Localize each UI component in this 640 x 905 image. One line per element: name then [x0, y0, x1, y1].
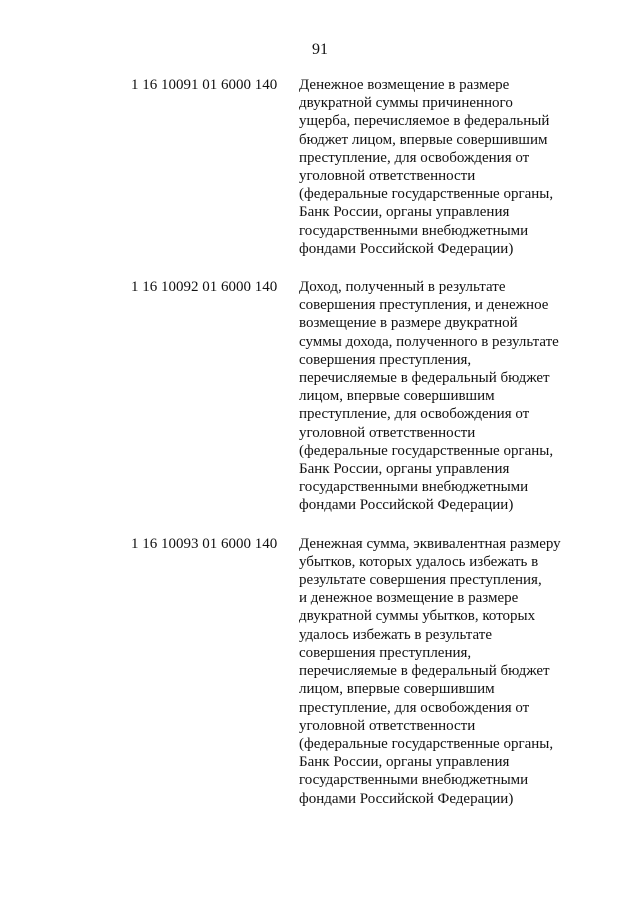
description-line: фондами Российской Федерации)	[299, 240, 514, 257]
description-line: лицом, впервые совершившим	[299, 388, 495, 405]
description-line: фондами Российской Федерации)	[299, 497, 514, 514]
description-line: и денежное возмещение в размере	[299, 590, 519, 607]
description-line: государственными внебюджетными	[299, 772, 529, 789]
description-line: двукратной суммы убытков, которых	[299, 608, 536, 625]
entry-10092	[131, 278, 601, 515]
description-line: удалось избежать в результате	[299, 626, 493, 643]
description-line: Денежное возмещение в размере	[299, 77, 510, 93]
description-line: (федеральные государственные органы,	[299, 442, 554, 459]
description-line: государственными внебюджетными	[299, 479, 529, 496]
description-line: уголовной ответственности	[299, 717, 476, 734]
description-line: совершения преступления, и денежное	[299, 297, 549, 314]
description-line: преступление, для освобождения от	[299, 699, 530, 716]
description-line: суммы дохода, полученного в результате	[299, 333, 559, 350]
description-line: результате совершения преступления,	[299, 572, 542, 589]
description-line: преступление, для освобождения от	[299, 149, 530, 166]
description-line: уголовной ответственности	[299, 424, 476, 441]
description-line: (федеральные государственные органы,	[299, 186, 554, 203]
description-line: Банк России, органы управления	[299, 754, 510, 771]
entry-description	[299, 535, 601, 808]
description-line: фондами Российской Федерации)	[299, 790, 514, 807]
classification-entries	[131, 76, 601, 808]
description-line: Банк России, органы управления	[299, 461, 510, 478]
description-line: возмещение в размере двукратной	[299, 315, 518, 332]
description-line: совершения преступления,	[299, 351, 472, 368]
entry-code: 1 16 10093 01 6000 140	[131, 535, 278, 552]
description-line: бюджет лицом, впервые совершившим	[299, 131, 548, 148]
description-line: перечисляемые в федеральный бюджет	[299, 370, 550, 387]
description-line: Денежная сумма, эквивалентная размеру	[299, 535, 561, 552]
description-line: уголовной ответственности	[299, 168, 476, 185]
page-number: 91	[312, 41, 328, 58]
description-line: Доход, полученный в результате	[299, 279, 506, 296]
description-line: (федеральные государственные органы,	[299, 735, 554, 752]
description-line: двукратной суммы причиненного	[299, 95, 513, 112]
entry-code: 1 16 10092 01 6000 140	[131, 279, 278, 296]
description-line: совершения преступления,	[299, 644, 472, 661]
description-line: Банк России, органы управления	[299, 204, 510, 221]
entry-10091	[131, 76, 601, 258]
entry-description	[299, 278, 601, 515]
entry-description	[299, 76, 601, 258]
description-line: лицом, впервые совершившим	[299, 681, 495, 698]
entry-code: 1 16 10091 01 6000 140	[131, 77, 278, 93]
description-line: убытков, которых удалось избежать в	[299, 553, 539, 570]
description-line: перечисляемые в федеральный бюджет	[299, 663, 550, 680]
description-line: ущерба, перечисляемое в федеральный	[299, 113, 550, 130]
description-line: государственными внебюджетными	[299, 222, 529, 239]
entry-10093	[131, 535, 601, 808]
description-line: преступление, для освобождения от	[299, 406, 530, 423]
